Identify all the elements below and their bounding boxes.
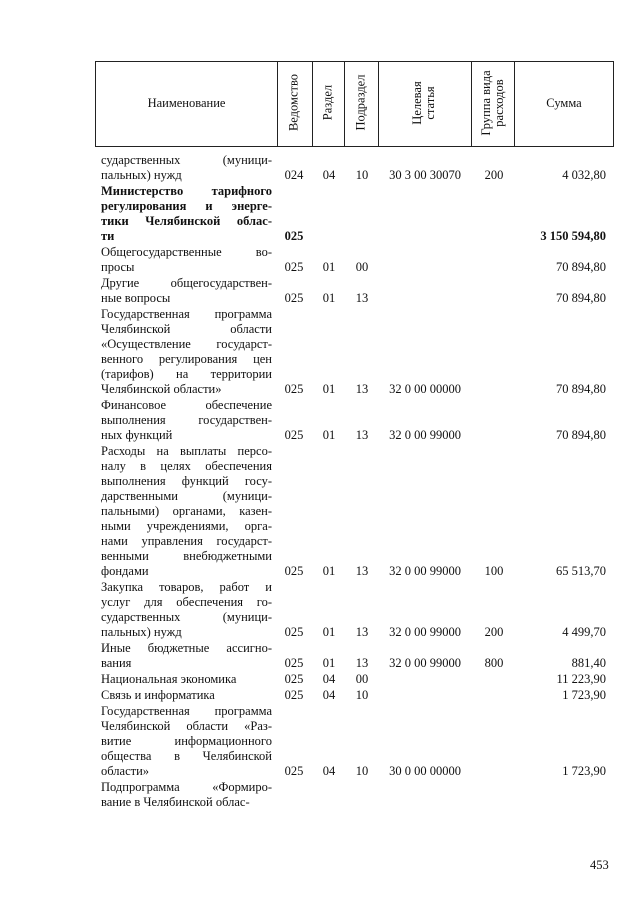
header-gruppa-line2: расходов	[492, 79, 506, 127]
row-cell-pod: 00	[355, 672, 369, 686]
row-name-line: области»	[101, 764, 150, 778]
row-cell-cel: 32 0 00 99000	[389, 428, 461, 442]
row-name-line: Финансовое обеспечение	[101, 398, 272, 412]
row-cell-pod: 00	[355, 260, 369, 274]
row-cell-sum: 70 894,80	[556, 260, 606, 274]
row-name-line: тики Челябинской облас-	[101, 214, 272, 228]
row-cell-ved: 025	[284, 229, 304, 243]
row-cell-raz: 01	[322, 260, 336, 274]
row-name-line: (тарифов) на территории	[101, 367, 272, 381]
row-name-line: общества в Челябинской	[101, 749, 272, 763]
row-cell-pod: 13	[355, 656, 369, 670]
row-cell-ved: 025	[284, 428, 304, 442]
row-name-line: нами управления государст-	[101, 534, 272, 548]
row-name-line: венными внебюджетными	[101, 549, 272, 563]
row-name-line: выполнения функций госу-	[101, 474, 272, 488]
row-cell-ved: 025	[284, 625, 304, 639]
row-cell-pod: 13	[355, 382, 369, 396]
header-name: Наименование	[147, 96, 226, 110]
row-cell-sum: 1 723,90	[562, 764, 606, 778]
row-name-line: просы	[101, 260, 135, 274]
row-name-line: Иные бюджетные ассигно-	[101, 641, 272, 655]
row-name-line: пальными) органами, казен-	[101, 504, 272, 518]
row-name-line: витие информационного	[101, 734, 272, 748]
row-name-line: регулирования и энерге-	[101, 199, 272, 213]
row-name-line: налу в целях обеспечения	[101, 459, 272, 473]
row-cell-grp: 100	[484, 564, 504, 578]
row-cell-raz: 04	[322, 672, 336, 686]
row-cell-cel: 32 0 00 99000	[389, 564, 461, 578]
row-name-line: Связь и информатика	[101, 688, 215, 702]
row-cell-sum: 70 894,80	[556, 291, 606, 305]
row-cell-cel: 32 0 00 00000	[389, 382, 461, 396]
row-name-line: Общегосударственные во-	[101, 245, 272, 259]
row-name-line: сударственных (муници-	[101, 153, 272, 167]
row-cell-grp: 200	[484, 625, 504, 639]
page-number: 453	[590, 858, 609, 872]
row-cell-sum: 11 223,90	[556, 672, 606, 686]
row-name-line: ные вопросы	[101, 291, 171, 305]
row-cell-raz: 01	[322, 625, 336, 639]
row-name-line: «Осуществление государст-	[101, 337, 272, 351]
row-name-line: венного регулирования цен	[101, 352, 272, 366]
header-razdel: Раздел	[320, 84, 335, 121]
row-cell-raz: 01	[322, 564, 336, 578]
header-celevaya	[411, 60, 437, 146]
row-cell-raz: 04	[322, 764, 336, 778]
row-cell-pod: 10	[355, 764, 369, 778]
header-celevaya-line2: статья	[423, 86, 437, 120]
header-bottom-border	[95, 146, 614, 147]
row-name-line: Другие общегосударствен-	[101, 276, 272, 290]
col-sep-grp	[471, 61, 472, 147]
row-cell-ved: 025	[284, 260, 304, 274]
row-cell-pod: 13	[355, 291, 369, 305]
row-cell-ved: 025	[284, 764, 304, 778]
row-cell-ved: 025	[284, 291, 304, 305]
row-cell-sum: 3 150 594,80	[540, 229, 606, 243]
row-cell-pod: 10	[355, 688, 369, 702]
row-name-line: ными учреждениями, орга-	[101, 519, 272, 533]
row-name-line: Закупка товаров, работ и	[101, 580, 272, 594]
row-cell-sum: 70 894,80	[556, 428, 606, 442]
row-cell-grp: 800	[484, 656, 504, 670]
row-name-line: ти	[101, 229, 115, 243]
header-celevaya-line1: Целевая	[410, 81, 424, 125]
row-name-line: Государственная программа	[101, 704, 272, 718]
row-cell-ved: 025	[284, 672, 304, 686]
row-cell-ved: 025	[284, 564, 304, 578]
row-name-line: Государственная программа	[101, 307, 272, 321]
row-name-line: Челябинской области «Раз-	[101, 719, 272, 733]
row-cell-cel: 30 3 00 30070	[389, 168, 461, 182]
row-cell-pod: 13	[355, 428, 369, 442]
row-cell-sum: 65 513,70	[556, 564, 606, 578]
header-gruppa	[480, 60, 506, 146]
row-name-line: Челябинской области	[101, 322, 272, 336]
header-vedomstvo: Ведомство	[286, 73, 301, 132]
row-cell-cel: 32 0 00 99000	[389, 656, 461, 670]
row-name-line: Расходы на выплаты персо-	[101, 444, 272, 458]
row-cell-raz: 01	[322, 382, 336, 396]
row-name-line: выполнения государствен-	[101, 413, 272, 427]
row-cell-raz: 04	[322, 168, 336, 182]
row-cell-cel: 30 0 00 00000	[389, 764, 461, 778]
table-right-border	[613, 61, 614, 147]
row-cell-grp: 200	[484, 168, 504, 182]
row-name-line: Министерство тарифного	[101, 184, 272, 198]
row-cell-raz: 01	[322, 291, 336, 305]
row-name-line: Челябинской области»	[101, 382, 222, 396]
row-cell-pod: 13	[355, 625, 369, 639]
row-name-line: пальных) нужд	[101, 625, 182, 639]
row-cell-sum: 4 032,80	[562, 168, 606, 182]
row-cell-ved: 024	[284, 168, 304, 182]
header-gruppa-line1: Группа вида	[479, 70, 493, 136]
header-summa: Сумма	[546, 96, 582, 110]
col-sep-raz	[312, 61, 313, 147]
row-cell-sum: 1 723,90	[562, 688, 606, 702]
row-cell-sum: 4 499,70	[562, 625, 606, 639]
row-cell-pod: 10	[355, 168, 369, 182]
row-name-line: вание в Челябинской облас-	[101, 795, 250, 809]
row-name-line: вания	[101, 656, 132, 670]
row-name-line: Подпрограмма «Формиро-	[101, 780, 272, 794]
row-cell-ved: 025	[284, 382, 304, 396]
row-name-line: ных функций	[101, 428, 173, 442]
row-name-line: фондами	[101, 564, 149, 578]
row-name-line: услуг для обеспечения го-	[101, 595, 272, 609]
row-cell-cel: 32 0 00 99000	[389, 625, 461, 639]
row-cell-raz: 01	[322, 428, 336, 442]
col-sep-cel	[378, 61, 379, 147]
col-sep-ved	[277, 61, 278, 147]
row-name-line: Национальная экономика	[101, 672, 237, 686]
col-sep-pod	[344, 61, 345, 147]
row-name-line: пальных) нужд	[101, 168, 182, 182]
row-cell-sum: 70 894,80	[556, 382, 606, 396]
row-cell-ved: 025	[284, 656, 304, 670]
row-cell-raz: 01	[322, 656, 336, 670]
row-name-line: дарственными (муници-	[101, 489, 272, 503]
row-cell-pod: 13	[355, 564, 369, 578]
header-podrazdel: Подраздел	[353, 74, 368, 131]
row-cell-ved: 025	[284, 688, 304, 702]
row-name-line: сударственных (муници-	[101, 610, 272, 624]
row-cell-raz: 04	[322, 688, 336, 702]
row-cell-sum: 881,40	[571, 656, 606, 670]
